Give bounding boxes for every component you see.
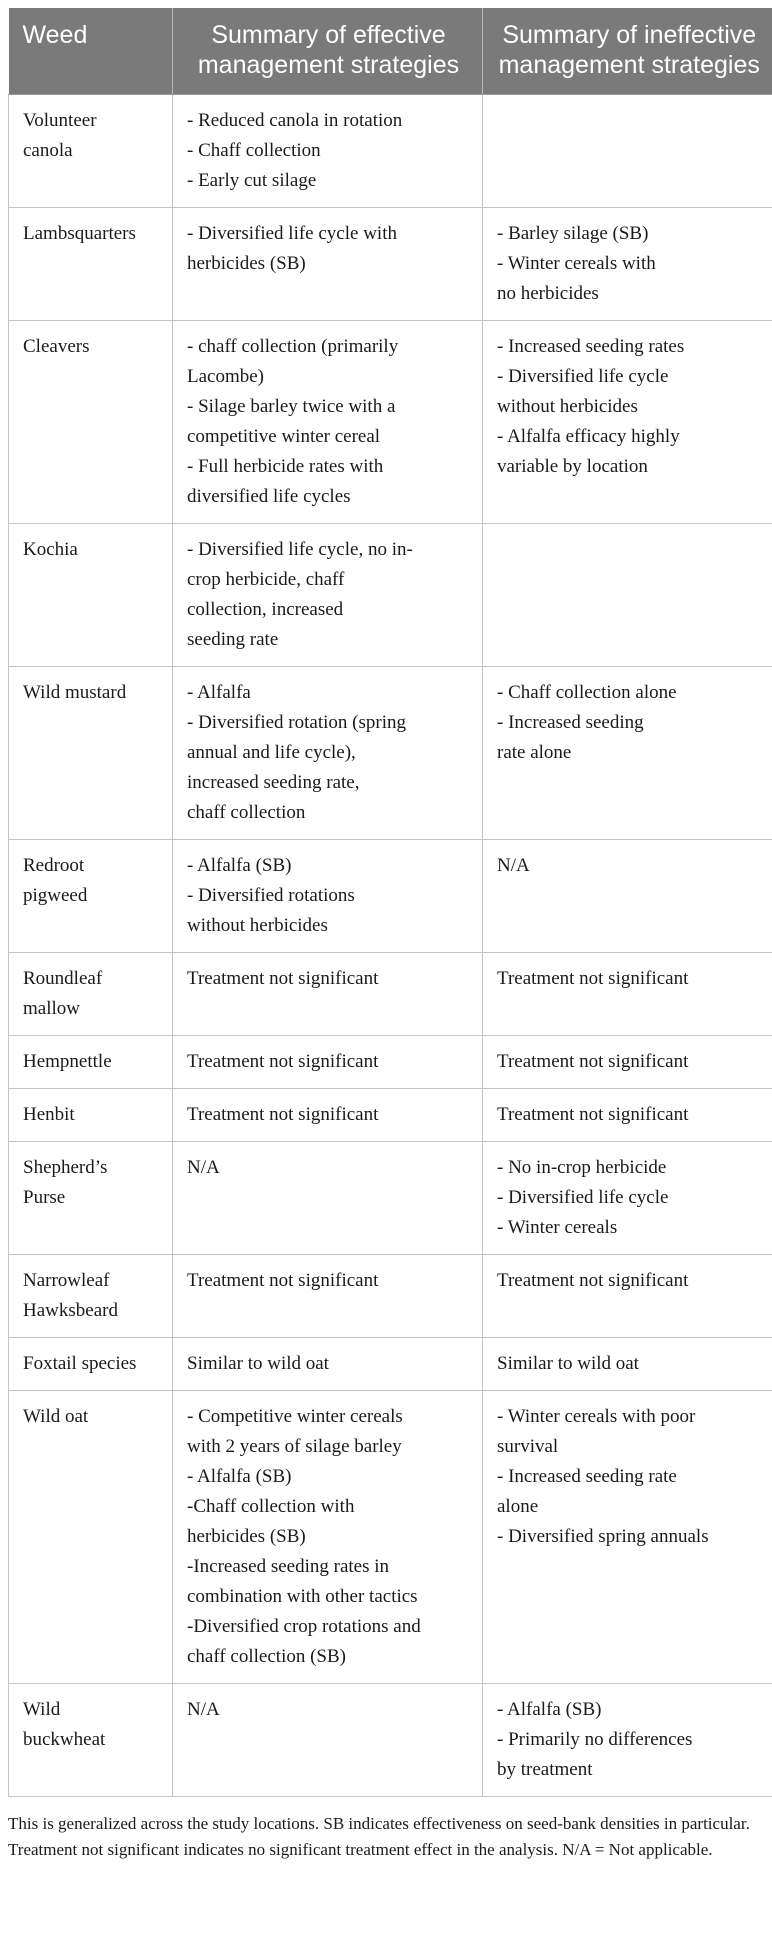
- strategy-line: - Chaff collection: [187, 140, 321, 161]
- strategy-line: chaff collection (SB): [187, 1646, 346, 1667]
- strategy-line: - Increased seeding rates: [497, 336, 685, 357]
- strategy-line: - No in-crop herbicide: [497, 1157, 667, 1178]
- table-body: [9, 95, 772, 1797]
- strategy-line: collection, increased: [187, 599, 344, 620]
- ineffective-strategies-cell: [483, 1684, 772, 1797]
- strategy-line: -Chaff collection with: [187, 1496, 355, 1517]
- weed-name-cell: [9, 1089, 173, 1142]
- strategy-line: Treatment not significant: [497, 1104, 689, 1125]
- strategy-line: no herbicides: [497, 283, 599, 304]
- strategy-line: - Diversified life cycle, no in-: [187, 539, 413, 560]
- strategy-line: by treatment: [497, 1759, 593, 1780]
- weed-name-line: canola: [23, 140, 73, 161]
- effective-strategies-cell: [173, 1338, 483, 1391]
- weed-name-line: Hempnettle: [23, 1051, 112, 1072]
- table-row: [9, 95, 772, 208]
- ineffective-strategies-cell: [483, 667, 772, 840]
- strategy-line: Similar to wild oat: [187, 1353, 329, 1374]
- strategy-line: Treatment not significant: [187, 1104, 379, 1125]
- strategy-line: - Winter cereals with: [497, 253, 656, 274]
- strategy-line: - Competitive winter cereals: [187, 1406, 403, 1427]
- weed-name-cell: [9, 208, 173, 321]
- table-row: [9, 1391, 772, 1684]
- strategy-line: Lacombe): [187, 366, 265, 387]
- weed-name-line: mallow: [23, 998, 80, 1019]
- strategy-line: rate alone: [497, 742, 572, 763]
- ineffective-strategies-cell: [483, 321, 772, 524]
- weed-name-line: Redroot: [23, 855, 85, 876]
- ineffective-strategies-cell: [483, 1142, 772, 1255]
- strategy-line: - Diversified rotation (spring: [187, 712, 406, 733]
- strategy-line: - Diversified rotations: [187, 885, 355, 906]
- effective-strategies-cell: [173, 840, 483, 953]
- weed-name-line: Hawksbeard: [23, 1300, 118, 1321]
- weed-name-cell: [9, 524, 173, 667]
- weed-name-line: Purse: [23, 1187, 66, 1208]
- table-footnote: This is generalized across the study locations. SB indicates effectiveness on seed-bank densities in particular. Treatment not significant indicates no significant treatment effect in the analysis. N/A = Not applicable.: [8, 1814, 750, 1859]
- strategy-line: - Alfalfa efficacy highly: [497, 426, 680, 447]
- strategy-line: -Diversified crop rotations and: [187, 1616, 421, 1637]
- table-row: [9, 667, 772, 840]
- strategy-line: - Full herbicide rates with: [187, 456, 384, 477]
- table-row: [9, 1036, 772, 1089]
- strategy-line: - Increased seeding: [497, 712, 644, 733]
- table-row: [9, 1089, 772, 1142]
- weed-name-cell: [9, 667, 173, 840]
- table-row: [9, 840, 772, 953]
- ineffective-strategies-cell: [483, 840, 772, 953]
- header-ineffective-strategies: Summary of ineffective management strategies: [483, 8, 772, 95]
- weed-name-cell: [9, 1391, 173, 1684]
- ineffective-strategies-cell: [483, 1391, 772, 1684]
- strategy-line: - Barley silage (SB): [497, 223, 649, 244]
- weed-name-line: buckwheat: [23, 1729, 106, 1750]
- weed-name-line: Wild oat: [23, 1406, 89, 1427]
- strategy-line: - Alfalfa (SB): [497, 1699, 602, 1720]
- weed-name-line: Wild: [23, 1699, 61, 1720]
- header-row: [9, 8, 772, 95]
- effective-strategies-cell: [173, 1142, 483, 1255]
- ineffective-strategies-cell: [483, 95, 772, 208]
- weed-name-line: pigweed: [23, 885, 88, 906]
- table-row: [9, 524, 772, 667]
- strategy-line: - Early cut silage: [187, 170, 317, 191]
- strategy-line: - Chaff collection alone: [497, 682, 677, 703]
- effective-strategies-cell: [173, 1684, 483, 1797]
- strategy-line: - chaff collection (primarily: [187, 336, 399, 357]
- weed-name-cell: [9, 1338, 173, 1391]
- strategy-line: Similar to wild oat: [497, 1353, 639, 1374]
- strategy-line: combination with other tactics: [187, 1586, 418, 1607]
- effective-strategies-cell: [173, 321, 483, 524]
- strategy-line: - Alfalfa (SB): [187, 855, 292, 876]
- weed-name-cell: [9, 1255, 173, 1338]
- ineffective-strategies-cell: [483, 1255, 772, 1338]
- effective-strategies-cell: [173, 1255, 483, 1338]
- strategy-line: Treatment not significant: [187, 968, 379, 989]
- table-row: [9, 953, 772, 1036]
- strategy-line: annual and life cycle),: [187, 742, 356, 763]
- strategy-line: - Diversified life cycle with: [187, 223, 397, 244]
- table-row: [9, 1255, 772, 1338]
- ineffective-strategies-cell: [483, 208, 772, 321]
- strategy-line: - Primarily no differences: [497, 1729, 693, 1750]
- strategy-line: Treatment not significant: [497, 1051, 689, 1072]
- weed-name-cell: [9, 1142, 173, 1255]
- effective-strategies-cell: [173, 953, 483, 1036]
- strategy-line: Treatment not significant: [187, 1051, 379, 1072]
- strategy-line: Treatment not significant: [497, 968, 689, 989]
- weed-name-line: Henbit: [23, 1104, 75, 1125]
- strategy-line: crop herbicide, chaff: [187, 569, 345, 590]
- strategy-line: - Alfalfa (SB): [187, 1466, 292, 1487]
- strategy-line: - Diversified spring annuals: [497, 1526, 709, 1547]
- strategy-line: competitive winter cereal: [187, 426, 381, 447]
- strategy-line: herbicides (SB): [187, 1526, 306, 1547]
- strategy-line: N/A: [497, 855, 530, 876]
- strategy-line: Treatment not significant: [497, 1270, 689, 1291]
- strategy-line: chaff collection: [187, 802, 306, 823]
- weed-name-line: Shepherd’s: [23, 1157, 108, 1178]
- strategy-line: variable by location: [497, 456, 648, 477]
- header-weed: Weed: [9, 8, 173, 95]
- weed-name-line: Roundleaf: [23, 968, 103, 989]
- weed-name-cell: [9, 840, 173, 953]
- strategy-line: diversified life cycles: [187, 486, 351, 507]
- table-row: [9, 1338, 772, 1391]
- strategy-line: with 2 years of silage barley: [187, 1436, 402, 1457]
- weed-name-line: Foxtail species: [23, 1353, 137, 1374]
- weed-name-cell: [9, 1036, 173, 1089]
- strategy-line: survival: [497, 1436, 559, 1457]
- effective-strategies-cell: [173, 1036, 483, 1089]
- strategy-line: - Diversified life cycle: [497, 1187, 669, 1208]
- table-figure: [8, 8, 772, 1863]
- weed-name-cell: [9, 321, 173, 524]
- effective-strategies-cell: [173, 524, 483, 667]
- strategy-line: - Alfalfa: [187, 682, 251, 703]
- header-effective-strategies: Summary of effective management strategies: [173, 8, 483, 95]
- table-row: [9, 1684, 772, 1797]
- strategy-line: N/A: [187, 1699, 220, 1720]
- weed-name-line: Narrowleaf: [23, 1270, 110, 1291]
- effective-strategies-cell: [173, 95, 483, 208]
- table-row: [9, 321, 772, 524]
- strategy-line: increased seeding rate,: [187, 772, 360, 793]
- weed-name-line: Cleavers: [23, 336, 90, 357]
- table-row: [9, 208, 772, 321]
- effective-strategies-cell: [173, 1089, 483, 1142]
- weed-name-line: Kochia: [23, 539, 78, 560]
- strategy-line: herbicides (SB): [187, 253, 306, 274]
- strategy-line: - Increased seeding rate: [497, 1466, 677, 1487]
- ineffective-strategies-cell: [483, 953, 772, 1036]
- strategy-line: - Diversified life cycle: [497, 366, 669, 387]
- ineffective-strategies-cell: [483, 1338, 772, 1391]
- effective-strategies-cell: [173, 208, 483, 321]
- weed-name-cell: [9, 953, 173, 1036]
- weed-name-line: Lambsquarters: [23, 223, 136, 244]
- strategy-line: -Increased seeding rates in: [187, 1556, 390, 1577]
- strategy-line: Treatment not significant: [187, 1270, 379, 1291]
- strategy-line: seeding rate: [187, 629, 279, 650]
- strategy-line: - Silage barley twice with a: [187, 396, 396, 417]
- strategy-line: alone: [497, 1496, 539, 1517]
- weed-name-cell: [9, 1684, 173, 1797]
- weed-name-line: Wild mustard: [23, 682, 127, 703]
- strategy-line: - Reduced canola in rotation: [187, 110, 403, 131]
- strategy-line: - Winter cereals with poor: [497, 1406, 696, 1427]
- weed-management-table: [8, 8, 772, 1797]
- strategy-line: - Winter cereals: [497, 1217, 618, 1238]
- strategy-line: N/A: [187, 1157, 220, 1178]
- strategy-line: without herbicides: [187, 915, 328, 936]
- effective-strategies-cell: [173, 667, 483, 840]
- weed-name-cell: [9, 95, 173, 208]
- weed-name-line: Volunteer: [23, 110, 97, 131]
- ineffective-strategies-cell: [483, 1089, 772, 1142]
- strategy-line: without herbicides: [497, 396, 638, 417]
- ineffective-strategies-cell: [483, 524, 772, 667]
- effective-strategies-cell: [173, 1391, 483, 1684]
- table-header: [9, 8, 772, 95]
- ineffective-strategies-cell: [483, 1036, 772, 1089]
- table-row: [9, 1142, 772, 1255]
